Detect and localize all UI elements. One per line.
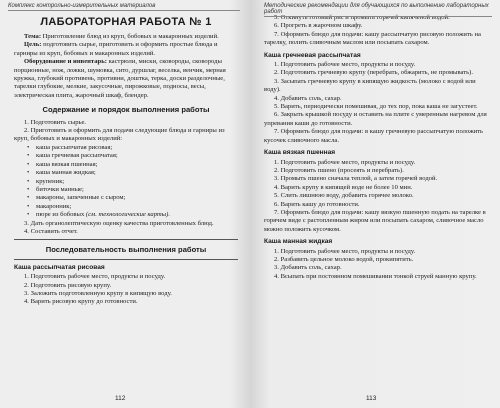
step-4: 4. Составить отчет.: [24, 227, 78, 235]
rice-step: 3. Заложить подготовленную крупу в кипящую воду.: [24, 289, 172, 297]
buckwheat-step: 5. Варить, периодически помешивая, до тех пор, пока каша не загустеет.: [274, 103, 478, 111]
dish-list: [14, 144, 238, 220]
sequence-heading: Последовательность выполнения работы: [45, 245, 207, 255]
buckwheat-step: 2. Подготовить гречневую крупу (перебрать, обжарить, не промывать).: [274, 69, 473, 77]
right-running-head: Методические рекомендации для обучающихся по выполнению лабораторных работ: [264, 3, 492, 17]
list-item: [36, 211, 238, 219]
list-item: • каша гречневая рассыпчатая;: [36, 152, 238, 160]
list-item: • каша манная жидкая;: [36, 169, 238, 177]
page-number-right: 113: [366, 395, 377, 402]
lab-work-title: ЛАБОРАТОРНАЯ РАБОТА № 1: [40, 16, 212, 28]
equipment-text: кастрюли, миски, сковороды, сковороды порционные, нож, ложки, шумовка, сито, дуршлаг, веселка, венчик, мерная кружка, глубокий противень, противни, доштка, терка, доски разделочные, тарелки глубокие, мелкие, закусочные, пирожковые, подносы, весы, электрическая плита, жарочный шкаф, блендер.: [14, 58, 226, 99]
buckwheat-step: 6. Закрыть крышкой посуду и оставить на плите с умеренным нагревом для упревания каши до готовности.: [264, 111, 487, 127]
topic-text: Приготовление блюд из круп, бобовых и макаронных изделий.: [42, 33, 219, 40]
millet-step: 7. Оформить блюдо для подачи: кашу вязкую пшенную подать на тарелке в горячем виде с растопленным жиром или посыпать сахаром, сливочное масло можно положить кусочком.: [264, 208, 486, 233]
rice-step: 1. Подготовить рабочее место, продукты и посуду.: [24, 273, 166, 281]
step-1: 1. Подготовить сырье.: [24, 118, 87, 126]
semolina-step: 1. Подготовить рабочее место, продукты и посуду.: [274, 247, 416, 255]
semolina-step: 2. Разбавить цельное молоко водой, прокипятить.: [274, 255, 414, 263]
millet-step: 6. Варить кашу до готовности.: [274, 200, 360, 208]
step-2: 2. Приготовить и оформить для подачи следующие блюда и гарниры из круп, бобовых и макаронных изделий:: [14, 127, 225, 143]
millet-step: 3. Промыть пшено сначала теплой, а затем горячей водой.: [274, 175, 438, 183]
semolina-heading: Каша манная жидкая: [264, 238, 333, 246]
section-divider: [14, 239, 238, 240]
goal-paragraph: [14, 41, 238, 58]
dish-last-text: пюре из бобовых: [36, 211, 85, 219]
list-item: • биточки манные;: [36, 186, 238, 194]
goal-text: подготовить сырье, приготовить и оформить простые блюда и гарниры из круп, бобовых и макаронных изделий.: [14, 41, 218, 57]
section-divider: [14, 259, 238, 260]
rice-cont-step: 7. Оформить блюдо для подачи: кашу рассыпчатую рисовую положить на тарелку, полить сливочным маслом или посыпать сахаром.: [264, 30, 481, 47]
left-running-head: Комплекс контрольно-измерительных материалов: [8, 3, 240, 11]
buckwheat-heading: Каша гречневая рассыпчатая: [264, 51, 361, 59]
page-number-left: 112: [115, 395, 126, 402]
millet-step: 2. Подготовить пшено (просеять и перебрать).: [274, 166, 404, 174]
rice-step: 4. Варить рисовую крупу до готовности.: [24, 298, 138, 306]
rice-step: 2. Подготовить рисовую крупу.: [24, 281, 112, 289]
list-item: • макароны, запеченные с сыром;: [36, 194, 238, 202]
left-body: [14, 33, 238, 307]
semolina-step: 3. Добавить соль, сахар.: [274, 264, 342, 272]
buckwheat-step: 1. Подготовить рабочее место, продукты и посуду.: [274, 61, 416, 69]
rice-cont-step: 6. Прогреть в жарочном шкафу.: [274, 22, 363, 30]
right-body: [264, 14, 488, 281]
list-item: • каша вязкая пшенная;: [36, 161, 238, 169]
buckwheat-step: 4. Добавить соль, сахар.: [274, 94, 342, 102]
millet-heading: Каша вязкая пшенная: [264, 149, 336, 157]
dish-note: (см. технологические карты).: [85, 211, 170, 219]
millet-step: 4. Варить крупу в кипящей воде не более 10 мин.: [274, 183, 413, 191]
equipment-label: Оборудование и инвентарь:: [24, 58, 107, 66]
list-item: • макаронник;: [36, 203, 238, 211]
step-3: 3. Дать органолептическую оценку качества приготовленных блюд.: [24, 219, 214, 227]
rice-heading: Каша рассыпчатая рисовая: [14, 263, 105, 271]
millet-step: 1. Подготовить рабочее место, продукты и посуду.: [274, 158, 416, 166]
right-page: [250, 0, 500, 408]
millet-step: 5. Слить лишнюю воду, добавить горячее молоко.: [274, 192, 414, 200]
content-heading: Содержание и порядок выполнения работы: [42, 105, 210, 115]
topic-label: Тема:: [24, 33, 42, 40]
list-item: • крупеник;: [36, 178, 238, 186]
list-item: • каша рассыпчатая рисовая;: [36, 144, 238, 152]
goal-label: Цель:: [24, 41, 42, 49]
topic-paragraph: [14, 33, 238, 41]
equipment-paragraph: [14, 58, 238, 100]
rice-cont-step: 5. Откинуть готовый рис и промыть горячей кипяченой водой.: [274, 14, 450, 21]
buckwheat-step: 3. Засыпать гречневую крупу в кипящую жидкость (молоко с водой или воду).: [264, 77, 476, 94]
buckwheat-step: 7. Оформить блюдо для подачи: в кашу гречневую рассыпчатую положить кусочек сливочного масла.: [264, 128, 484, 144]
semolina-step: 4. Всыпать при постоянном помешивании тонкой струей манную крупу.: [274, 272, 477, 280]
